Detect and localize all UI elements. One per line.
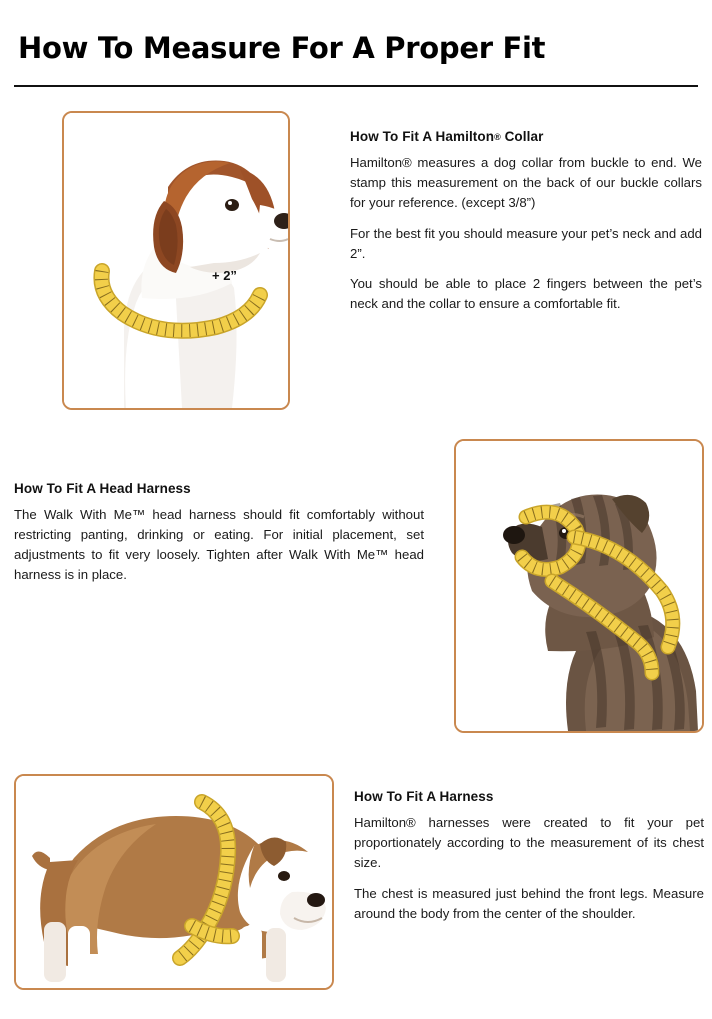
collar-paragraph-2: For the best fit you should measure your pet’s neck and add 2”. bbox=[350, 225, 702, 261]
document-page bbox=[0, 19, 712, 1019]
head-harness-heading: How To Fit A Head Harness bbox=[14, 481, 191, 497]
page-title: How To Measure For A Proper Fit bbox=[18, 31, 546, 66]
collar-paragraph-1: Hamilton® measures a dog collar from buckle to end. We stamp this measurement on the back of our buckle collars for your reference. (except 3/8”) bbox=[350, 155, 702, 211]
harness-paragraph-1: Hamilton® harnesses were created to fit your pet proportionately according to the measurement of its chest size. bbox=[354, 815, 704, 871]
harness-heading: How To Fit A Harness bbox=[354, 789, 494, 805]
section-collar bbox=[62, 111, 702, 410]
collar-text-column bbox=[350, 111, 702, 410]
collar-annotation-plus-two: + 2” bbox=[212, 268, 237, 284]
collar-photo-frame bbox=[62, 111, 290, 410]
harness-text-column bbox=[354, 774, 704, 990]
head-harness-paragraph-1: The Walk With Me™ head harness should fit comfortably without restricting panting, drinking or eating. For initial placement, set adjustments to fit very loosely. Tighten after Walk With Me™ head harness is in place. bbox=[14, 507, 424, 582]
collar-tape-measure bbox=[64, 113, 288, 408]
head-harness-tape-measure bbox=[456, 441, 702, 731]
harness-paragraph-2: The chest is measured just behind the front legs. Measure around the body from the center of the shoulder. bbox=[354, 885, 704, 921]
section-harness bbox=[14, 774, 704, 990]
collar-heading: How To Fit A Hamilton® Collar bbox=[350, 129, 544, 145]
head-harness-photo-frame bbox=[454, 439, 704, 733]
section-head-harness bbox=[14, 439, 704, 733]
head-harness-text-column bbox=[14, 439, 454, 733]
collar-paragraph-3: You should be able to place 2 fingers between the pet’s neck and the collar to ensure a comfortable fit. bbox=[350, 276, 702, 312]
harness-photo-frame bbox=[14, 774, 334, 990]
title-divider bbox=[14, 85, 698, 87]
registered-mark: ® bbox=[494, 132, 501, 143]
harness-tape-measure bbox=[16, 776, 332, 988]
